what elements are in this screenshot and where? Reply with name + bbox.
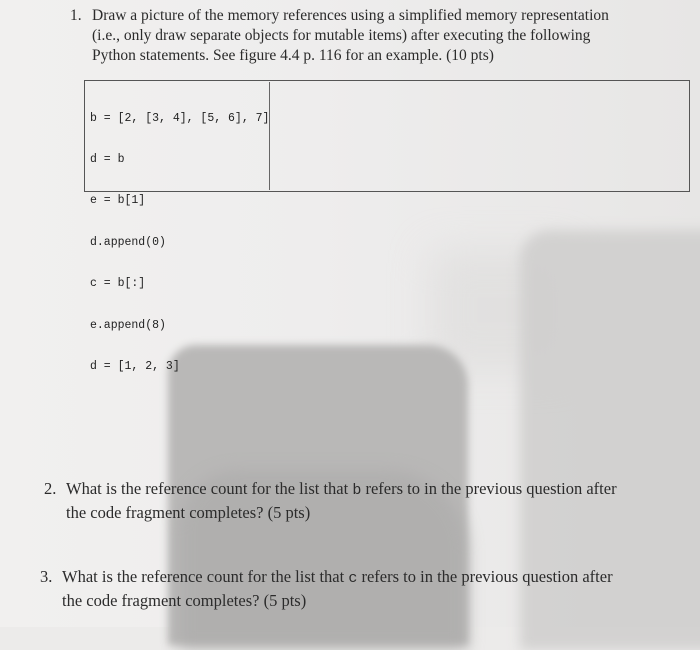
text-run: What is the reference count for the list that — [62, 567, 349, 586]
question-text — [66, 478, 617, 524]
question-line: the code fragment completes? (5 pts) — [66, 503, 311, 522]
code-line: e.append(8) — [90, 318, 166, 332]
code-line: e = b[1] — [90, 194, 146, 208]
question-line: (i.e., only draw separate objects for mutable items) after executing the following — [92, 27, 591, 44]
code-line: d.append(0) — [90, 235, 166, 249]
code-line: d = [1, 2, 3] — [90, 359, 180, 373]
code-line: c = b[:] — [90, 277, 146, 291]
text-run: refers to in the previous question after — [357, 567, 613, 586]
code-line: b = [2, [3, 4], [5, 6], 7] — [90, 111, 270, 125]
question-text — [92, 6, 609, 66]
question-line: Draw a picture of the memory references using a simplified memory representation — [92, 7, 609, 24]
question-number: 3. — [40, 567, 53, 586]
question-text — [62, 566, 613, 612]
question-number: 1. — [70, 7, 82, 24]
question-number: 2. — [44, 479, 57, 498]
code-block — [90, 84, 269, 388]
question-line — [62, 566, 613, 590]
code-line: d = b — [90, 152, 125, 166]
text-run: refers to in the previous question after — [361, 479, 617, 498]
variable-name: b — [352, 482, 362, 499]
question-line: Python statements. See figure 4.4 p. 116 for an example. (10 pts) — [92, 47, 494, 64]
question-line — [66, 478, 617, 502]
question-line: the code fragment completes? (5 pts) — [62, 591, 307, 610]
variable-name: c — [348, 570, 358, 587]
text-run: What is the reference count for the list that — [66, 479, 353, 498]
